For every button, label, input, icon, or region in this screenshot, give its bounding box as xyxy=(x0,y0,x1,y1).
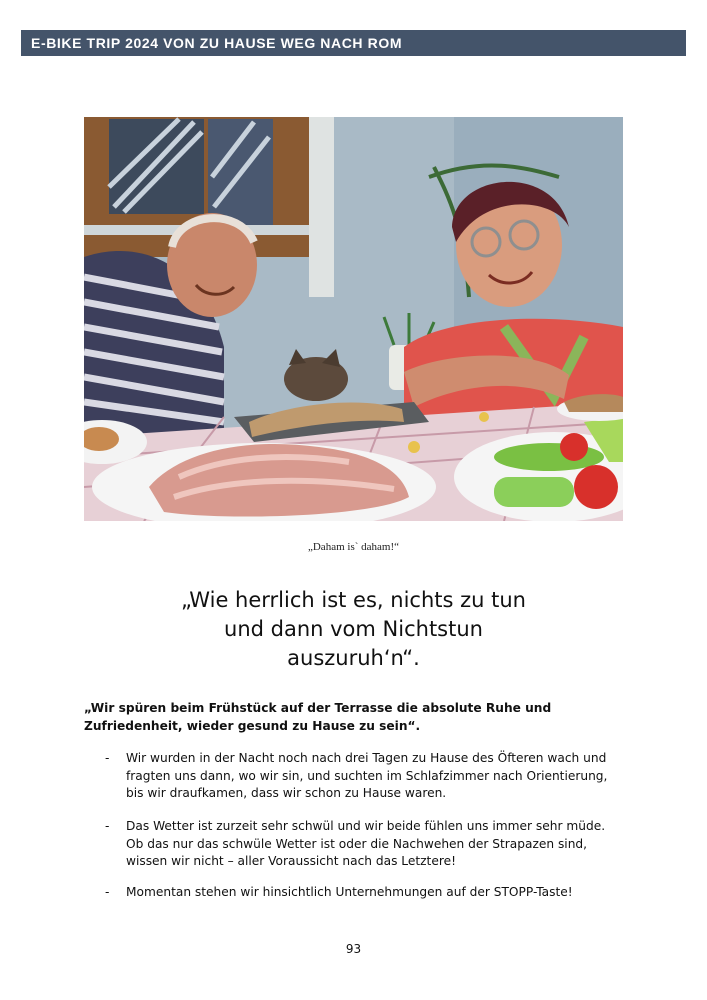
bullet-dash: - xyxy=(105,885,110,899)
header-bar xyxy=(21,30,686,56)
header-title: E-BIKE TRIP 2024 VON ZU HAUSE WEG NACH ROM xyxy=(31,35,403,51)
bullet-text xyxy=(126,750,607,803)
bullet-text xyxy=(126,884,573,902)
bullet-line: Momentan stehen wir hinsichtlich Unternehmungen auf der STOPP-Taste! xyxy=(126,885,573,899)
intro-line: „Wir spüren beim Frühstück auf der Terrasse die absolute Ruhe und xyxy=(84,701,552,715)
bullet-dash: - xyxy=(105,819,110,833)
bullet-line: fragten uns dann, wo wir sin, und suchten im Schlafzimmer nach Orientierung, xyxy=(126,768,608,783)
bullet-line: Das Wetter ist zurzeit sehr schwül und wir beide fühlen uns immer sehr müde. xyxy=(126,819,606,833)
quote-block xyxy=(0,586,707,673)
bullet-line: wissen wir nicht – aller Voraussicht nach das Letztere! xyxy=(126,854,456,868)
quote-line: und dann vom Nichtstun xyxy=(224,617,483,641)
breakfast-photo xyxy=(84,117,623,521)
intro-line: Zufriedenheit, wieder gesund zu Hause zu sein“. xyxy=(84,719,421,733)
quote-line: „Wie herrlich ist es, nichts zu tun xyxy=(181,588,526,612)
bullet-line: Ob das nur das schwüle Wetter ist oder die Nachwehen der Strapazen sind, xyxy=(126,836,588,851)
intro-paragraph xyxy=(84,699,554,735)
bullet-line: bis wir draufkamen, dass wir schon zu Hause waren. xyxy=(126,786,447,800)
page-number: 93 xyxy=(345,942,362,956)
quote-line: auszuruh‘n“. xyxy=(287,646,420,670)
breakfast-photo-illustration xyxy=(84,117,623,521)
bullet-dash: - xyxy=(105,751,110,765)
photo-caption: „Daham is` daham!“ xyxy=(307,541,399,553)
bullet-text xyxy=(126,818,605,871)
bullet-line: Wir wurden in der Nacht noch nach drei Tagen zu Hause des Öfteren wach und xyxy=(126,751,607,765)
